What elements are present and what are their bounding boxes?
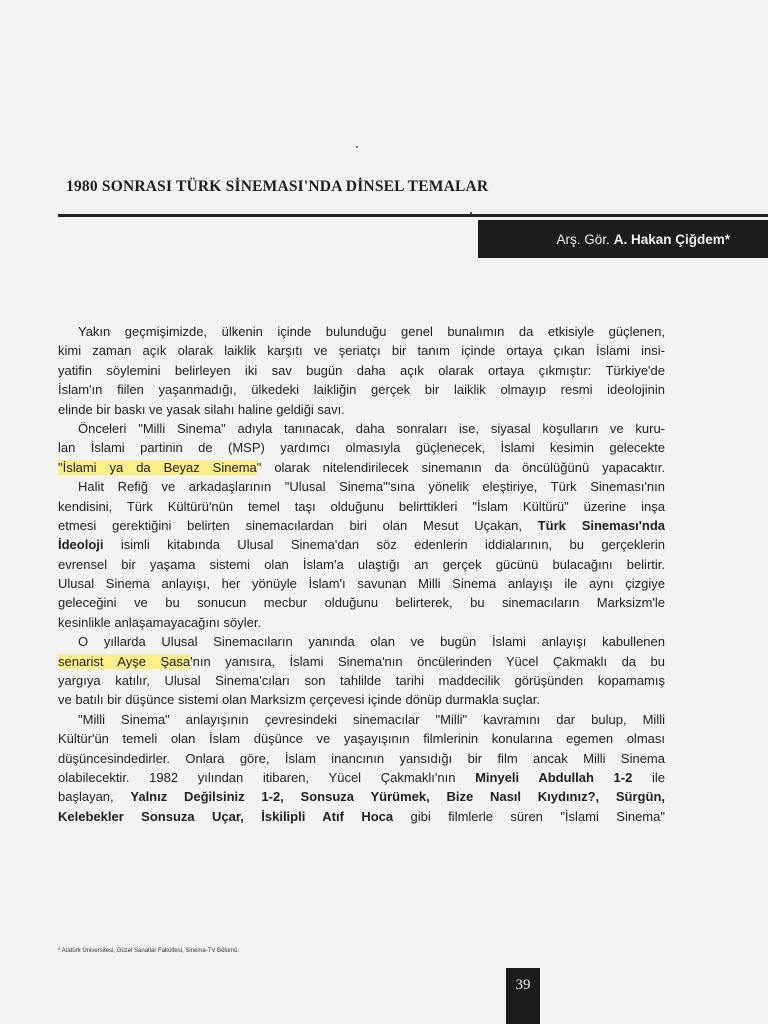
book-title: Türk Sineması'nda [537, 517, 665, 533]
body-line: elinde bir baskı ve yasak silahı haline geldiği savı. [58, 401, 345, 417]
body-line: başlayan, Yalnız Değilsiniz 1-2, Sonsuza Yürümek, Bize Nasıl Kıydınız?, Sürgün, [58, 789, 665, 805]
title-rule [58, 214, 768, 217]
body-line: Kelebekler Sonsuza Uçar, İskilipli Atıf Hoca gibi filmlerle süren "İslami Sinema" [58, 808, 665, 824]
body-line: İdeoloji isimli kitabında Ulusal Sinema'dan söz edenlerin iddialarının, bu gerçeklerin [58, 537, 665, 553]
body-line: İslam'ın fiilen yaşanmadığı, ülkedeki laikliğin gerçek bir laiklik olmayıp resmi ideolojinin [58, 382, 665, 398]
footnote: * Atatürk Üniversitesi, Güzel Sanatlar Fakültesi, Sinema-TV Bölümü. [58, 948, 240, 954]
body-line: Kültür'ün temeli olan İslam düşünce ve yaşayışının filmlerinin konularına egemen olması [58, 731, 665, 747]
body-line: "İslami ya da Beyaz Sinema" olarak nitelendirilecek sinemanın da öncülüğünü yapacaktır. [58, 459, 665, 475]
page-tab-strip [506, 1002, 540, 1024]
body-line: Önceleri "Milli Sinema" adıyla tanınacak, daha sonraları ise, siyasal koşulların ve kuru- [78, 420, 665, 436]
film-title: Minyeli Abdullah 1-2 [475, 769, 633, 785]
highlight: senarist Ayşe Şasa [58, 653, 191, 669]
body-line: senarist Ayşe Şasa'nın yanısıra, İslami Sinema'nın öncülerinden Yücel Çakmaklı da bu [58, 653, 665, 669]
body-line: Ulusal Sinema anlayışı, her yönüyle İslam'ı savunan Milli Sinema anlayışı ile aynı çizgiye [58, 576, 665, 592]
author-name: A. Hakan Çiğdem* [613, 231, 730, 247]
body-line: Halit Refiğ ve arkadaşlarının "Ulusal Sinema"'sına yönelik eleştiriye, Türk Sineması'nın [78, 479, 665, 495]
body-line: etmesi gerektiğini belirten sinemacılardan biri olan Mesut Uçakan, Türk Sineması'nda [58, 517, 665, 533]
body-line: kendisini, Türk Kültürü'nün temel taşı olduğunu belirttikleri "İslam Kültürü" üzerine inşa [58, 498, 665, 514]
article-title: 1980 SONRASI TÜRK SİNEMASI'NDA DİNSEL TEMALAR [66, 178, 489, 195]
author-prefix: Arş. Gör. [556, 231, 610, 247]
body-line: evrensel bir yaşama sistemi olan İslam'a ulaştığı an gerçek gücünü bulacağını belirtir. [58, 556, 665, 572]
page-number: 39 [506, 968, 540, 1002]
film-titles: Kelebekler Sonsuza Uçar, İskilipli Atıf Hoca [58, 808, 394, 824]
body-line: geleceğini ve bu sonucun mecbur olduğunu belirterek, bu sinemacıların Marksizm'le [58, 595, 665, 611]
body-line: "Milli Sinema" anlayışının çevresindeki sinemacılar "Milli" kavramını dar bulup, Milli [78, 711, 665, 727]
highlight: "İslami ya da Beyaz Sinema [58, 459, 257, 475]
body-line: olabilecektir. 1982 yılından itibaren, Yücel Çakmaklı'nın Minyeli Abdullah 1-2 ile [58, 769, 665, 785]
body-line: kimi zaman açık olarak laiklik karşıtı ve şeriatçı bir tanım içinde ortaya çıkan İslami insi- [58, 343, 665, 359]
body-line: düşüncesindedirler. Onlara göre, İslam inancının yansıdığı bir film ancak Milli Sinema [58, 750, 665, 766]
body-line: yargıya katılır, Ulusal Sinema'cıları son tahlilde tarihi maddecilik görüşünden kopamamış [58, 673, 665, 689]
body-line: lan İslami partinin de (MSP) yardımcı olmasıyla güçlenecek, İslami kesimin gelecekte [58, 440, 665, 456]
body-line: O yıllarda Ulusal Sinemacıların yanında olan ve bugün İslami anlayışı kabullenen [78, 634, 665, 650]
body-line: yatifin söylemini belirleyen iki sav bugün daha açık olarak ortaya çıkmıştır: Türkiye'de [58, 362, 665, 378]
body-line: Yakın geçmişimizde, ülkenin içinde bulunduğu genel bunalımın da etkisiyle güçlenen, [78, 324, 665, 339]
speck [356, 146, 358, 148]
body-line: ve batılı bir düşünce sistemi olan Marksizm çerçevesi içinde dönüp durmakla suçlar. [58, 692, 540, 708]
author-bar [478, 220, 768, 258]
film-titles: Yalnız Değilsiniz 1-2, Sonsuza Yürümek, Bize Nasıl Kıydınız?, Sürgün, [130, 789, 665, 805]
article-body [58, 322, 665, 826]
book-title: İdeoloji [58, 537, 104, 553]
body-line: kesinlikle anlaşamayacağını söyler. [58, 614, 262, 630]
